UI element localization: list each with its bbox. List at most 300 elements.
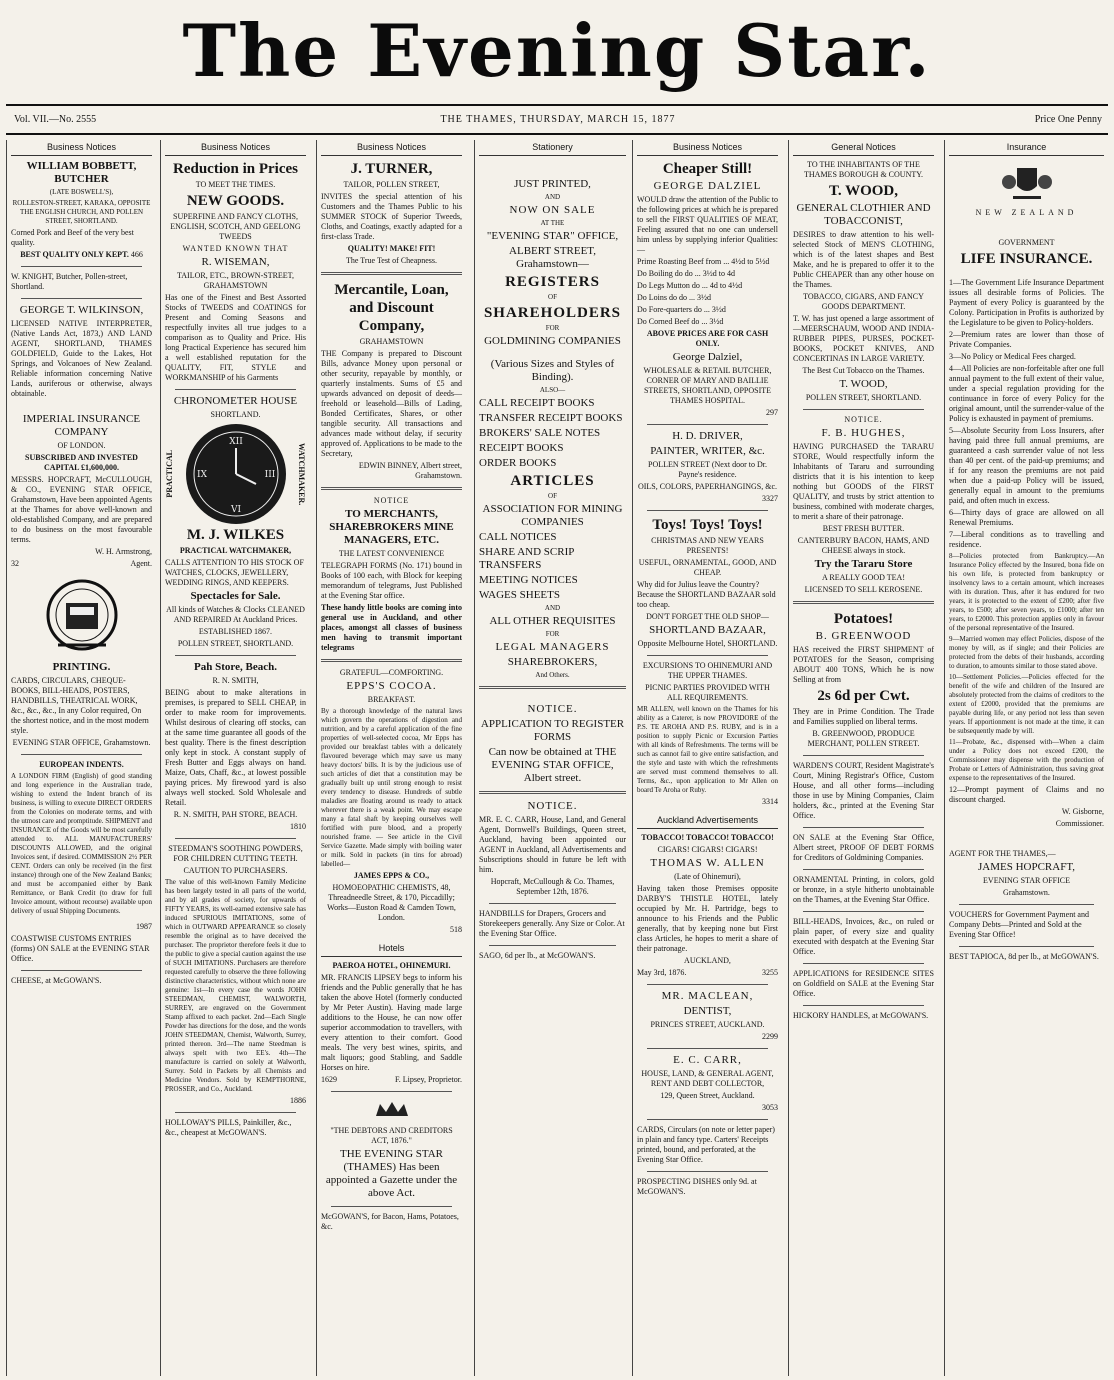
ad-line: ARTICLES xyxy=(510,473,595,489)
ad-text: They are in Prime Condition. The Trade and Families supplied on liberal terms. xyxy=(793,707,934,726)
ad-sub: BREAKFAST. xyxy=(367,695,416,704)
ad-title: EXCURSIONS TO OHINEMURI AND THE UPPER THAMES. xyxy=(642,661,773,680)
ad-cards xyxy=(637,1125,778,1165)
ad-side-label: PRACTICAL xyxy=(165,450,174,498)
ad-role: DENTIST, xyxy=(683,1005,732,1017)
policy-item: 10—Settlement Policies.—Policies effected for the benefit of the wife and children of the Insured are absolutely protected from the claims of creditors to the extent of £2000, provided that the premiums are payable during life, or any period not less than seven years. If apportionment is not made at the time, it can be subsequently made by will. xyxy=(949,673,1104,735)
column-header: Business Notices xyxy=(165,140,306,156)
ad-date: May 3rd, 1876. xyxy=(637,968,687,977)
ad-body: APPLICATIONS for RESIDENCE SITES on Goldfield on SALE at the Evening Star Office. xyxy=(793,969,934,998)
ad-body: WARDEN'S COURT, Resident Magistrate's Court, Mining Registrar's Office, Custom House, and all other forms—including those in use by Mining Companies, Claim holders, &c., printed at the Evening Star Office. xyxy=(793,761,934,820)
ad-text: All kinds of Watches & Clocks CLEANED AND REPAIRED At Auckland Prices. xyxy=(166,605,305,624)
ad-title: TOBACCO! TOBACCO! TOBACCO! xyxy=(641,833,774,842)
ad-trade: TAILOR, POLLEN STREET, xyxy=(343,180,440,189)
ad-line: ALL OTHER REQUISITES xyxy=(489,615,616,627)
ad-spectacles: Spectacles for Sale. xyxy=(190,590,281,602)
ad-life-insurance xyxy=(949,162,1104,898)
ad-list-item: RECEIPT BOOKS xyxy=(479,442,564,454)
ad-body: DESIRES to draw attention to his well-selected Stock of MEN'S CLOTHING, which is of the latest shapes and Best Make, and he is prepared to offer it to the Public CHEAPER than any other house on the Thames. xyxy=(793,230,934,289)
ad-steedman xyxy=(165,844,306,1106)
policy-item: 9—Married women may effect Policies, dispose of the money by will, as if single; and their Policies are protected from the debts of their husbands, according to duration, to amounts similar to those stated above. xyxy=(949,635,1104,670)
price-row: Do Boiling do do ... 3½d to 4d xyxy=(637,269,736,278)
ad-title: NOTICE. xyxy=(527,800,578,812)
ad-driver xyxy=(637,430,778,504)
policy-item: 2—Premium rates are lower than those of Private Companies. xyxy=(949,330,1104,349)
ad-name: THOMAS W. ALLEN xyxy=(650,857,765,869)
policy-item: 6—Thirty days of grace are allowed on all Renewal Premiums. xyxy=(949,508,1104,527)
ad-body: By a thorough knowledge of the natural laws which govern the operations of digestion and nutrition, and by a careful application of the fine properties of well-selected cocoa, Mr Epps has provided our breakfast tables with a delicately flavoured beverage which may save us many heavy doctors' bills. It is by the judicious use of such articles of diet that a constitution may be gradually built up until strong enough to resist every tendency to disease. Hundreds of subtle maladies are floating around us ready to attack wherever there is a weak point. We may escape many a fatal shaft by keeping ourselves well fortified with pure blood, and a properly nourished frame. — See article in the Civil Service Gazette. Made simply with boiling water or milk. Sold in packets (in tins for abroad) labelled— xyxy=(321,707,462,868)
ad-butter: BEST FRESH BUTTER. xyxy=(822,524,905,533)
ad-try: Try the Tararu Store xyxy=(814,558,913,570)
ad-name: GEORGE T. WILKINSON, xyxy=(19,304,144,316)
ad-body: HANDBILLS for Drapers, Grocers and Storekeepers generally. Any Size or Color. At the Evening Star Office. xyxy=(479,909,625,938)
ad-sub: (LATE BOSWELL'S), xyxy=(49,188,114,196)
ad-name: B. GREENWOOD xyxy=(815,630,912,642)
ad-line: AND xyxy=(544,604,561,612)
ad-name: R. WISEMAN, xyxy=(201,256,270,268)
ad-title: PAEROA HOTEL, OHINEMURI. xyxy=(332,961,451,970)
ad-number: 518 xyxy=(450,925,462,934)
ad-tapioca xyxy=(949,952,1104,962)
ad-line: JUST PRINTED, xyxy=(514,178,591,190)
ad-title: NOTICE. xyxy=(844,415,883,424)
ad-name: H. D. DRIVER, xyxy=(672,430,743,442)
ad-list-item: CALL RECEIPT BOOKS xyxy=(479,397,595,409)
ad-number: 3327 xyxy=(762,494,778,503)
divider xyxy=(803,1005,924,1006)
column-5 xyxy=(632,140,782,1376)
ad-wiseman xyxy=(165,160,306,383)
ad-footer: BEST QUALITY ONLY KEPT. xyxy=(20,250,129,259)
ad-signature: W. H. Armstrong, xyxy=(95,547,152,556)
ad-dept: TOBACCO, CIGARS, AND FANCY GOODS DEPARTMENT. xyxy=(803,292,924,311)
ad-body: CALLS ATTENTION TO HIS STOCK OF WATCHES, CLOCKS, JEWELLERY, WEDDING RINGS, AND KEEPERS. xyxy=(165,558,304,587)
ad-role: PRACTICAL WATCHMAKER, xyxy=(179,546,292,555)
ad-title: NOTICE. xyxy=(527,703,578,715)
price-row: Do Corned Beef do ... 3½d xyxy=(637,317,724,326)
ad-government: GOVERNMENT xyxy=(998,238,1055,247)
ad-number: 2299 xyxy=(762,1032,778,1041)
ad-role: HOUSE, LAND, & GENERAL AGENT, RENT AND DEBT COLLECTOR, xyxy=(641,1069,774,1088)
divider xyxy=(647,1119,768,1120)
ad-carr xyxy=(637,1054,778,1113)
ad-trade: PAINTER, WRITER, &c. xyxy=(650,445,765,457)
ad-address: POLLEN STREET, SHORTLAND. xyxy=(177,639,294,648)
divider xyxy=(331,1206,452,1207)
ad-address: Opposite Melbourne Hotel, SHORTLAND. xyxy=(637,639,778,648)
ad-useful: USEFUL, ORNAMENTAL, GOOD, AND CHEAP. xyxy=(638,558,777,577)
ad-body: Why did for Julius leave the Country? Because the SHORTLAND BAZAAR sold too cheap. xyxy=(637,580,776,609)
ad-title: PRINTING. xyxy=(52,661,111,673)
ad-bobbett xyxy=(11,160,152,260)
ad-address: HOMOEOPATHIC CHEMISTS, 48, Threadneedle Street, & 170, Piccadilly; Works—Euston Road & Camden Town, London. xyxy=(327,883,456,922)
ad-established: ESTABLISHED 1867. xyxy=(198,627,273,636)
divider xyxy=(959,946,1094,947)
ad-to: TO MERCHANTS, SHAREBROKERS MINE MANAGERS, ETC. xyxy=(329,508,454,546)
ad-knight xyxy=(11,272,152,292)
ad-excursions xyxy=(637,661,778,807)
section-header: Hotels xyxy=(321,941,462,957)
ad-body: BEST TAPIOCA, 8d per lb., at McGOWAN'S. xyxy=(949,952,1099,961)
ad-body: TELEGRAPH FORMS (No. 171) bound in Books of 100 each, with Block for keeping memorandum of telegrams, Just Published at the Evening Star office. xyxy=(321,561,462,600)
ad-title: Toys! Toys! Toys! xyxy=(652,517,763,533)
ad-title: GRATEFUL—COMFORTING. xyxy=(339,668,444,677)
ad-number: 1629 xyxy=(321,1075,337,1084)
ad-title: IMPERIAL INSURANCE COMPANY xyxy=(22,413,141,438)
ad-bacon xyxy=(321,1212,462,1232)
price-row: Prime Roasting Beef from ... 4½d to 5½d xyxy=(637,257,770,266)
ad-caution: CAUTION TO PURCHASERS. xyxy=(183,866,288,875)
ad-line: REGISTERS xyxy=(505,274,600,290)
divider xyxy=(489,945,616,946)
coat-of-arms-icon xyxy=(999,162,1055,202)
ad-wilkinson xyxy=(11,304,152,399)
ad-title: NOTICE xyxy=(373,496,410,505)
crown-ornament-icon xyxy=(372,1098,412,1120)
divider xyxy=(175,1112,296,1113)
ad-line: ASSOCIATION FOR MINING COMPANIES xyxy=(482,503,623,528)
ad-wood xyxy=(793,160,934,403)
ad-body: BILL-HEADS, Invoices, &c., on ruled or plain paper, of every size and quality executed with despatch at the Evening Star Office. xyxy=(793,917,934,956)
ad-epps-cocoa xyxy=(321,668,462,935)
ad-line: ALSO— xyxy=(539,386,566,394)
ad-body: VOUCHERS for Government Payment and Company Debts—Printed and Sold at the Evening Star Office! xyxy=(949,910,1089,939)
svg-text:III: III xyxy=(264,470,275,480)
ad-sub: SHORTLAND. xyxy=(210,410,261,419)
ad-role: WHOLESALE & RETAIL BUTCHER, CORNER OF MARY AND BAILLIE STREETS, SHORTLAND, OPPOSITE THAMES HOSPITAL. xyxy=(643,366,772,405)
ad-billheads xyxy=(793,917,934,957)
ad-text: These handy little books are coming into general use in Auckland, and other places, amongst all classes of business men having to transmit important telegrams xyxy=(321,603,462,652)
divider xyxy=(21,298,142,299)
ad-cash: ABOVE PRICES ARE FOR CASH ONLY. xyxy=(646,329,769,348)
svg-text:XII: XII xyxy=(228,437,243,447)
divider xyxy=(647,1171,768,1172)
ad-line: NOW ON SALE xyxy=(509,204,596,216)
ad-vouchers xyxy=(949,910,1104,940)
divider xyxy=(321,659,462,662)
ad-name: E. C. CARR, xyxy=(673,1054,742,1066)
ad-line: OF xyxy=(548,492,557,500)
column-header: Business Notices xyxy=(637,140,778,156)
ad-body: The value of this well-known Family Medicine has been largely tested in all parts of the world, and by all grades of society, for upwards of FIFTY YEARS, its well-earned extensive sale has induced SPURIOUS IMITATIONS, some of which in OUTWARD APPEARANCE so closely resemble the original as to have deceived the purchaser. The proprietor therefore feels it due to the public to give a special caution against the use of SUCH IMITATIONS. Purchasers are therefore requested carefully to observe the three following distinctive characteristics, without which none are genuine: 1st—In every case the words JOHN STEEDMAN, CHEMIST, WALWORTH, SURREY, are engraved on the Government Stamp affixed to each packet. 2nd—Each Single Powder has directions for the dose, and the words JOHN STEEDMAN, Chemist, Walworth, Surrey, printed thereon. 3rd—The name Steedman is always spelt with two EE's. 4th—The manufacture is carried on solely at Walworth, Surrey. Sold in Packets by all Chemists and Medicine Vendors. Sold by KEMPTHORNE, PROSSER, and Co., Auckland. xyxy=(165,878,306,1093)
ad-title: EUROPEAN INDENTS. xyxy=(39,760,124,769)
issue-date: THE THAMES, THURSDAY, MARCH 15, 1877 xyxy=(440,114,676,125)
ad-body: CARDS, Circulars (on note or letter paper) in plain and fancy type. Carters' Receipts printed, bound, and perforated, at the Evening Star Office. xyxy=(637,1125,775,1164)
ad-agent-name: JAMES HOPCRAFT, xyxy=(978,861,1075,873)
ad-title: Reduction in Prices xyxy=(173,161,298,177)
ad-body: Corned Pork and Beef of the very best quality. xyxy=(11,228,134,247)
ad-name: MR. MACLEAN, xyxy=(661,990,754,1002)
volume-number: Vol. VII.—No. 2555 xyxy=(14,114,97,125)
masthead xyxy=(0,0,1114,102)
ad-coastwise xyxy=(11,922,152,964)
policy-item: 7—Liberal conditions as to travelling and residence. xyxy=(949,530,1104,549)
ad-number: 297 xyxy=(766,408,778,417)
ad-body: HICKORY HANDLES, at McGOWAN'S. xyxy=(793,1011,929,1020)
divider xyxy=(479,686,626,689)
price: Price One Penny xyxy=(1034,114,1102,125)
ad-goods: OILS, COLORS, PAPERHANGINGS, &c. xyxy=(637,482,778,491)
ad-address: ROLLESTON-STREET, KARAKA, OPPOSITE THE ENGLISH CHURCH, AND POLLEN STREET, SHORTLAND. xyxy=(12,199,151,225)
ad-wilkes xyxy=(165,395,306,649)
ad-list-item: WAGES SHEETS xyxy=(479,589,560,601)
ad-licensed: LICENSED TO SELL KEROSENE. xyxy=(804,585,923,594)
ad-body: THE EVENING STAR (THAMES) Has been appointed a Gazette under the above Act. xyxy=(325,1148,458,1199)
ad-body: MR. E. C. CARR, House, Land, and General Agent, Dornwell's Buildings, Queen street, Auckland, having been appointed our AGENT in Auckland, all Advertisements and Subscriptions should in future be left with him. xyxy=(479,815,626,874)
divider xyxy=(793,601,934,604)
ad-office: EVENING STAR OFFICE xyxy=(983,876,1070,885)
ad-sago xyxy=(479,951,626,961)
ad-name: EPPS'S COCOA. xyxy=(346,680,437,692)
dateline-rule xyxy=(6,133,1108,135)
ad-sub: TO MEET THE TIMES. xyxy=(195,180,276,189)
ad-wanted: WANTED KNOWN THAT xyxy=(182,244,289,253)
ad-turner xyxy=(321,160,462,266)
ad-wardens-court xyxy=(793,761,934,821)
policy-item: 5—Absolute Security from Loss Insurers, after having paid three full annual premiums, are guaranteed a cash surrender value of not less than 40 per cent. of the paid-up premiums; and if for any reason the premiums are not paid when due a paid-up Policy will be issued, generally equal in amount to the premiums paid, and often much in excess. xyxy=(949,426,1104,505)
dateline xyxy=(14,114,1102,130)
ad-price: 2s 6d per Cwt. xyxy=(817,688,910,704)
divider xyxy=(647,424,768,425)
divider xyxy=(331,1091,452,1092)
price-row: Do Loins do do ... 3½d xyxy=(637,293,711,302)
ad-toys xyxy=(637,516,778,649)
price-row: Do Legs Mutton do ... 4d to 4½d xyxy=(637,281,743,290)
divider xyxy=(321,487,462,490)
ad-late: (Late of Ohinemuri), xyxy=(674,872,741,881)
ad-imperial-insurance xyxy=(11,413,152,569)
ad-line: AT THE xyxy=(540,219,565,227)
ad-line: SHAREHOLDERS xyxy=(483,305,622,321)
ad-sub: PICNIC PARTIES PROVIDED WITH ALL REQUIREMENTS. xyxy=(645,683,770,702)
ad-signature: T. WOOD, xyxy=(839,378,888,390)
ad-name: M. J. WILKES xyxy=(186,527,285,543)
ad-body: ON SALE at the Evening Star Office, Albert street, PROOF OF DEBT FORMS for Creditors of Goldmining Companies. xyxy=(793,833,934,862)
ad-number: 466 xyxy=(130,250,143,259)
ad-line: SHAREBROKERS, xyxy=(507,656,598,668)
policy-item: 11—Probate, &c., dispensed with—When a claim under a Policy does not exceed £200, the Commissioner may dispense with the production of Probate or Letters of Administration, thus saving great expense to the representatives of the Insured. xyxy=(949,738,1104,782)
divider xyxy=(21,970,142,971)
ad-hickory xyxy=(793,1011,934,1021)
ad-motto: QUALITY! MAKE! FIT! xyxy=(347,244,436,253)
ad-address: PRINCES STREET, AUCKLAND. xyxy=(650,1020,765,1029)
ad-country: NEW ZEALAND xyxy=(975,208,1078,217)
ad-line: And Others. xyxy=(535,671,570,679)
ad-name: WILLIAM BOBBETT, BUTCHER xyxy=(26,160,137,185)
ad-body: BEING about to make alterations in premises, is prepared to SELL CHEAP, in order to make room for improvements. Whilst desirous of clearing off stocks, can at the same time guarantee all goods of the best quality. There is the finest description only kept in stock. A constant supply of Fresh Butter and Eggs always on hand. Maize, Oats, Chaff, &c., at lowest possible paying prices. My firewood yard is also always well stocked. Sold Wholesale and Retail. xyxy=(165,688,306,807)
ad-goods: NEW GOODS. xyxy=(186,193,285,209)
ad-name: T. WOOD, xyxy=(828,183,899,199)
divider xyxy=(803,963,924,964)
clock-icon xyxy=(184,422,288,526)
ad-proof-of-debt xyxy=(793,833,934,863)
ad-paeroa-hotel xyxy=(321,961,462,1085)
ad-name: GEORGE DALZIEL xyxy=(653,180,762,192)
ad-list-item: MEETING NOTICES xyxy=(479,574,578,586)
ad-cigars: CIGARS! CIGARS! CIGARS! xyxy=(657,845,758,854)
divider xyxy=(803,755,924,756)
column-2 xyxy=(160,140,310,1376)
ad-text: Has one of the Finest and Best Assorted Stocks of TWEEDS and COATINGS for Present and Coming Seasons and respectfully invites all true judges to a comparison as to Quality and Price. His long Practical Experience has secured him a well established reputation for the QUALITY, FIT, STYLE and WORKMANSHIP of his Garments xyxy=(165,293,306,382)
divider xyxy=(803,869,924,870)
ad-tea: A REALLY GOOD TEA! xyxy=(822,573,905,582)
ad-signature: B. GREENWOOD, PRODUCE MERCHANT, POLLEN STREET. xyxy=(807,729,920,748)
ad-title: Cheaper Still! xyxy=(662,161,753,177)
ad-number: 1886 xyxy=(290,1096,306,1105)
ad-dont: DON'T FORGET THE OLD SHOP— xyxy=(646,612,769,621)
ad-best: The Best Cut Tobacco on the Thames. xyxy=(802,366,925,375)
ad-body: McGOWAN'S, for Bacon, Hams, Potatoes, &c. xyxy=(321,1212,459,1231)
divider xyxy=(647,655,768,656)
ad-title: LIFE INSURANCE. xyxy=(960,251,1093,267)
ad-title: Potatoes! xyxy=(833,611,894,627)
divider xyxy=(479,791,626,794)
ad-body: HAS received the FIRST SHIPMENT of POTATOES for the Season, comprising ABOUT 400 TONS, Which he is now Selling at from xyxy=(793,645,934,684)
ad-name: R. N. SMITH, xyxy=(212,676,259,685)
ad-list-item: CALL NOTICES xyxy=(479,531,557,543)
ad-line: LEGAL MANAGERS xyxy=(495,641,610,653)
ad-body: APPLICATION TO REGISTER FORMS xyxy=(480,718,625,743)
column-4 xyxy=(474,140,630,1376)
column-header: Insurance xyxy=(949,140,1104,156)
ad-title: "THE DEBTORS AND CREDITORS ACT, 1876." xyxy=(330,1126,453,1145)
ad-body: ORNAMENTAL Printing, in colors, gold or bronze, in a style hitherto unobtainable on the Thames, at the Evening Star Office. xyxy=(793,875,934,904)
ad-list-item: SHARE AND SCRIP TRANSFERS xyxy=(479,546,574,571)
ad-dalziel xyxy=(637,160,778,418)
ad-handbills xyxy=(479,909,626,939)
ad-maclean xyxy=(637,990,778,1042)
ad-firm: JAMES EPPS & CO., xyxy=(353,871,430,880)
ad-sub: GRAHAMSTOWN xyxy=(359,337,424,346)
ad-line: (Various Sizes and Styles of Binding). xyxy=(490,358,615,383)
ad-line: "EVENING STAR" OFFICE, xyxy=(486,230,619,242)
divider xyxy=(647,510,768,511)
ad-debtors-act xyxy=(321,1098,462,1200)
ad-bacon: CANTERBURY BACON, HAMS, AND CHEESE always in stock. xyxy=(797,536,930,555)
divider xyxy=(175,389,296,390)
divider xyxy=(21,754,142,755)
ad-line: ALBERT STREET, Grahamstown— xyxy=(509,245,596,270)
ad-number: 32 xyxy=(11,559,19,568)
ad-agent: Agent. xyxy=(130,559,152,568)
ad-title: Pah Store, Beach. xyxy=(194,661,277,673)
ad-list-item: ORDER BOOKS xyxy=(479,457,557,469)
ad-body: MESSRS. HOPCRAFT, McCULLOUGH, & CO., EVENING STAR OFFICE, Grahamstown, Have been appointed Agents at the Thames for above well-known and old-established Company, and are prepared to do business on the most favourable terms. xyxy=(11,475,152,544)
column-7 xyxy=(944,140,1108,1376)
printing-press-crest-icon xyxy=(44,575,120,655)
ad-body: MR ALLEN, well known on the Thames for his ability as a Caterer, is now PROVIDORE of the P.S. TE AROHA AND P.S. RUBY, and is in a position to supply Picnic or Excursion Parties with all kinds of Refreshments. The terms will be such as cannot fail to give entire satisfaction, and the style and taste with which the refreshments are served must commend themselves to all. Terms, &c., upon application to Mr Allen on board Te Aroha or Ruby. xyxy=(637,705,778,794)
divider xyxy=(803,409,924,410)
ad-body: A LONDON FIRM (English) of good standing and long experience in the Australian trade, wishing to extend the Indent branch of its business, is willing to execute DIRECT ORDERS from the Colonies on moderate terms, and with the utmost care and promptitude. SHIPMENT and INSURANCE of the Goods will be most carefully attended to. ALL MANUFACTURERS' DISCOUNTS ALLOWED, and the original Invoices sent, if desired. COMMISSION 2½ PER CENT. Orders can only be received (in the first instance) through one of the New Zealand Banks; and must be accompanied either by Bank Remittance, or Bank Credit (to draw for full Invoice amount, without recourse) available upon delivery of usual Shipping Documents. xyxy=(11,772,152,915)
column-1 xyxy=(6,140,156,1376)
ad-text: Can now be obtained at THE EVENING STAR OFFICE, Albert street. xyxy=(488,746,617,784)
ad-role: GENERAL CLOTHIER AND TOBACCONIST, xyxy=(796,202,931,227)
ad-signature: R. N. SMITH, PAH STORE, BEACH. xyxy=(173,810,298,819)
ad-agent: AGENT FOR THE THAMES,— xyxy=(949,849,1056,858)
ad-role: Commissioner. xyxy=(1055,819,1104,828)
ad-xmas: CHRISTMAS AND NEW YEARS PRESENTS! xyxy=(651,536,764,555)
ad-number: 1987 xyxy=(136,922,152,931)
ad-body: LICENSED NATIVE INTERPRETER, (Native Lands Act, 1873,) AND LAND AGENT, SHORTLAND, THAMES GOLDFIELD, Guide to the Lakes, Hot Springs, and Volcanoes of New Zealand. Reliable information concerning Native Lands, auriferous or otherwise, always obtainable. xyxy=(11,319,152,398)
ad-tagline: The True Test of Cheapness. xyxy=(345,256,438,265)
ad-body: WOULD draw the attention of the Public to the following prices at which he is prepared to sell the FIRST QUALITIES OF MEAT, Feeling assured that no one can undersell him unless by supplying inferior Qualities:— xyxy=(637,195,778,254)
divider xyxy=(175,838,296,839)
ad-office: EVENING STAR OFFICE, Grahamstown. xyxy=(12,738,151,747)
ad-name: F. B. HUGHES, xyxy=(821,427,906,439)
column-header: Business Notices xyxy=(321,140,462,156)
ad-number: 3255 xyxy=(762,968,778,977)
column-6 xyxy=(788,140,938,1376)
ad-tobacco xyxy=(637,833,778,978)
policy-item: 8—Policies protected from Bankruptcy.—An Insurance Policy effected by the Insured, bona fide on his own life, is protected from bankruptcy or insolvency laws to a certain amount, which increases with its duration. Thus, after it has endured for two years, it is protected to the extent of £200; after five years, to £500; after seven years, to £1000; after ten years, to £2000. This protection applies only in favour of the personal representative of the Insured. xyxy=(949,552,1104,632)
ad-body: COASTWISE CUSTOMS ENTRIES (forms) ON SALE at the EVENING STAR Office. xyxy=(11,934,150,963)
svg-text:VI: VI xyxy=(230,505,241,515)
ad-signature: F. Lipsey, Proprietor. xyxy=(394,1075,462,1084)
column-header: General Notices xyxy=(793,140,934,156)
ad-signature: George Dalziel, xyxy=(672,351,743,363)
ad-number: 3053 xyxy=(762,1103,778,1112)
ad-notice-carr xyxy=(479,800,626,897)
ad-title: TO THE INHABITANTS OF THE THAMES BOROUGH & COUNTY. xyxy=(804,160,923,179)
ad-holloway xyxy=(165,1118,306,1138)
ad-line: OF xyxy=(548,293,557,301)
ad-number: 3314 xyxy=(762,797,778,806)
ad-line: GOLDMINING COMPANIES xyxy=(484,335,621,347)
ad-list-item: TRANSFER RECEIPT BOOKS xyxy=(479,412,623,424)
ad-address: POLLEN STREET, SHORTLAND. xyxy=(805,393,922,402)
divider xyxy=(959,904,1094,905)
ad-body: CHEESE, at McGOWAN'S. xyxy=(11,976,102,985)
ad-body: THE Company is prepared to Discount Bills, advance Money upon personal or other security, repayable by monthly, or quarterly instalments. Sums of £5 and upwards advanced on deposit of deeds—freehold or leasehold—Bills of Lading, Bonded Certificates, Shares, or other tangible security. All transactions and advances made without delay, if security approved of. Applications to be made to the Secretary, xyxy=(321,349,462,458)
ad-signature: W. Gisborne, xyxy=(1061,807,1104,816)
ad-sub: OF LONDON. xyxy=(57,441,106,450)
divider xyxy=(803,827,924,828)
divider xyxy=(803,911,924,912)
ad-body: HAVING PURCHASED the TARARU STORE, Would respectfully inform the Inhabitants of Tararu and surrounding districts that it is his intention to keep nothing but GOODS of the FIRST QUALITY, and trusts by strict attention to business, combined with moderate charges, to merit a share of their patronage. xyxy=(793,442,934,521)
section-header: Auckland Advertisements xyxy=(637,813,778,829)
ad-mercantile xyxy=(321,281,462,481)
ad-body: SUPERFINE AND FANCY CLOTHS, ENGLISH, SCOTCH, AND GEELONG TWEEDS xyxy=(170,212,301,241)
ad-body: Having taken those Premises opposite DARBY'S THISTLE HOTEL, lately occupied by Mr. H. Partridge, begs to announce to his Friends and the Public generally, that by keeping none but First class Articles, he hopes to merit a share of their patronage. xyxy=(637,884,778,953)
ad-bazaar: SHORTLAND BAZAAR, xyxy=(649,624,766,636)
svg-text:IX: IX xyxy=(196,470,207,480)
ad-title: CHRONOMETER HOUSE xyxy=(173,395,298,407)
ad-line: FOR xyxy=(545,630,560,638)
ad-body: INVITES the special attention of his Customers and the Thames Public to his SUMMER STOCK of Superior Tweeds, Cloths, and Coatings, exactly adapted for a first-class Trade. xyxy=(321,192,462,241)
column-header: Stationery xyxy=(479,140,626,156)
ad-stationery xyxy=(479,160,626,680)
divider xyxy=(21,266,142,267)
divider xyxy=(647,984,768,985)
divider xyxy=(489,903,616,904)
ad-body: HOLLOWAY'S PILLS, Painkiller, &c., &c., cheapest at McGOWAN'S. xyxy=(165,1118,292,1137)
ad-potatoes xyxy=(793,610,934,749)
column-header: Business Notices xyxy=(11,140,152,156)
ad-body: CARDS, CIRCULARS, CHEQUE-BOOKS, BILL-HEADS, POSTERS, HANDBILLS, THEATRICAL WORK, &c., &c., &c., In any Color required, On the shortest notice, and in the most modern style. xyxy=(11,676,149,735)
ad-side-label: WATCHMAKER. xyxy=(297,442,306,506)
ad-address: POLLEN STREET (Next door to Dr. Payne's residence. xyxy=(648,460,767,479)
ad-body: W. KNIGHT, Butcher, Pollen-street, Shortland. xyxy=(11,272,128,291)
ad-signature: Hopcraft, McCullough & Co. Thames, September 12th, 1876. xyxy=(490,877,615,896)
ad-sub: THE LATEST CONVENIENCE xyxy=(338,549,445,558)
policy-item: 12—Prompt payment of Claims and no discount charged. xyxy=(949,785,1104,804)
newspaper-title: The Evening Star. xyxy=(182,8,932,93)
ad-ornamental xyxy=(793,875,934,905)
price-row: Do Fore-quarters do ... 3½d xyxy=(637,305,726,314)
ad-body: SAGO, 6d per lb., at McGOWAN'S. xyxy=(479,951,596,960)
ad-name: J. TURNER, xyxy=(350,161,433,177)
divider xyxy=(321,272,462,275)
